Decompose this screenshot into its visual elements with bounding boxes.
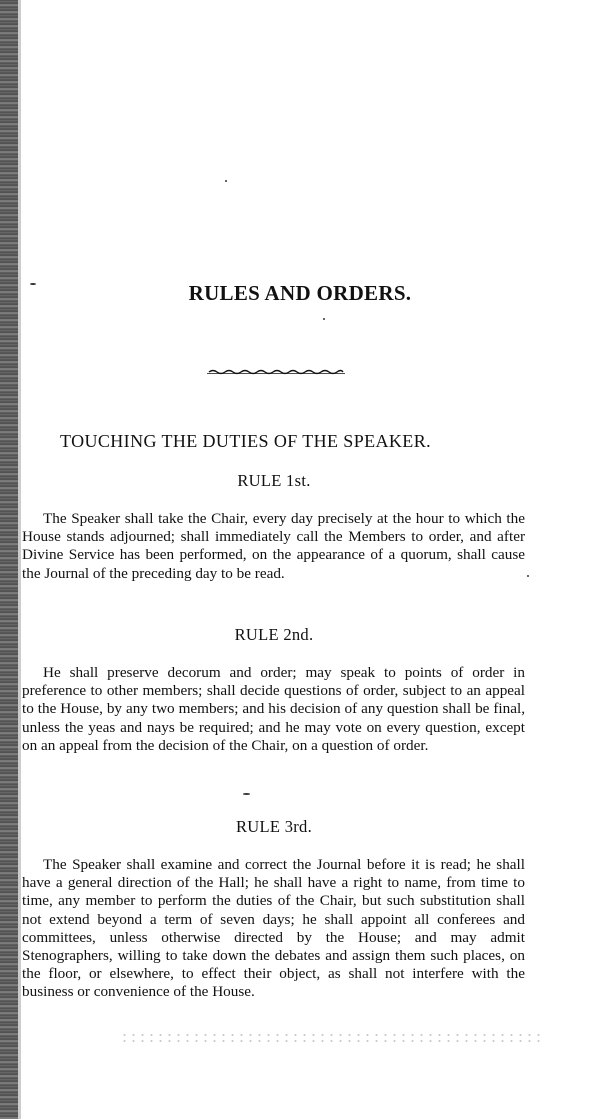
page-binding-edge [0,0,18,1119]
decorative-rule-ornament [207,368,345,376]
section-heading: TOUCHING THE DUTIES OF THE SPEAKER. [60,431,432,451]
rule-3-text: The Speaker shall examine and correct the Journal before it is read; he shall have a general direction of the Hall; he shall have a right to name, from time to time, any member to perform the duties of the Chair, but such substitution shall not extend beyond a term of seven days; he shall appoint all conferees and committees, unless otherwise directed by the House; and may admit Stenographers, willing to take down the debates and assign them such places, on the floor, or elsewhere, to effect their object, as shall not interfere with the business or convenience of the House. [22,856,525,1001]
rule-1-text: The Speaker shall take the Chair, every day precisely at the hour to which the House stands adjourned; shall immediately call the Members to order, and after Divine Service has been performed, on the appearance of a quorum, shall cause the Journal of the preceding day to be read. [22,510,525,582]
print-speck [30,283,36,285]
page-binding-shadow [18,0,21,1119]
rule-2-heading: RULE 2nd. [234,625,314,644]
rule-2-text: He shall preserve decorum and order; may speak to points of order in preference to other members; shall decide questions of order, subject to an appeal to the House, by any two members; and his decision of any question shall be final, unless the yeas and nays be required; and he may vote on every question, except on an appeal from the decision of the Chair, on a question of order. [22,664,525,754]
print-speck [225,180,227,182]
print-speck [323,318,325,320]
bleed-through-noise [120,1032,540,1042]
print-speck [527,575,529,577]
rule-1-heading: RULE 1st. [237,471,311,490]
rule-3-heading: RULE 3rd. [235,817,313,836]
page-title: RULES AND ORDERS. [188,281,412,305]
print-speck [243,793,250,795]
